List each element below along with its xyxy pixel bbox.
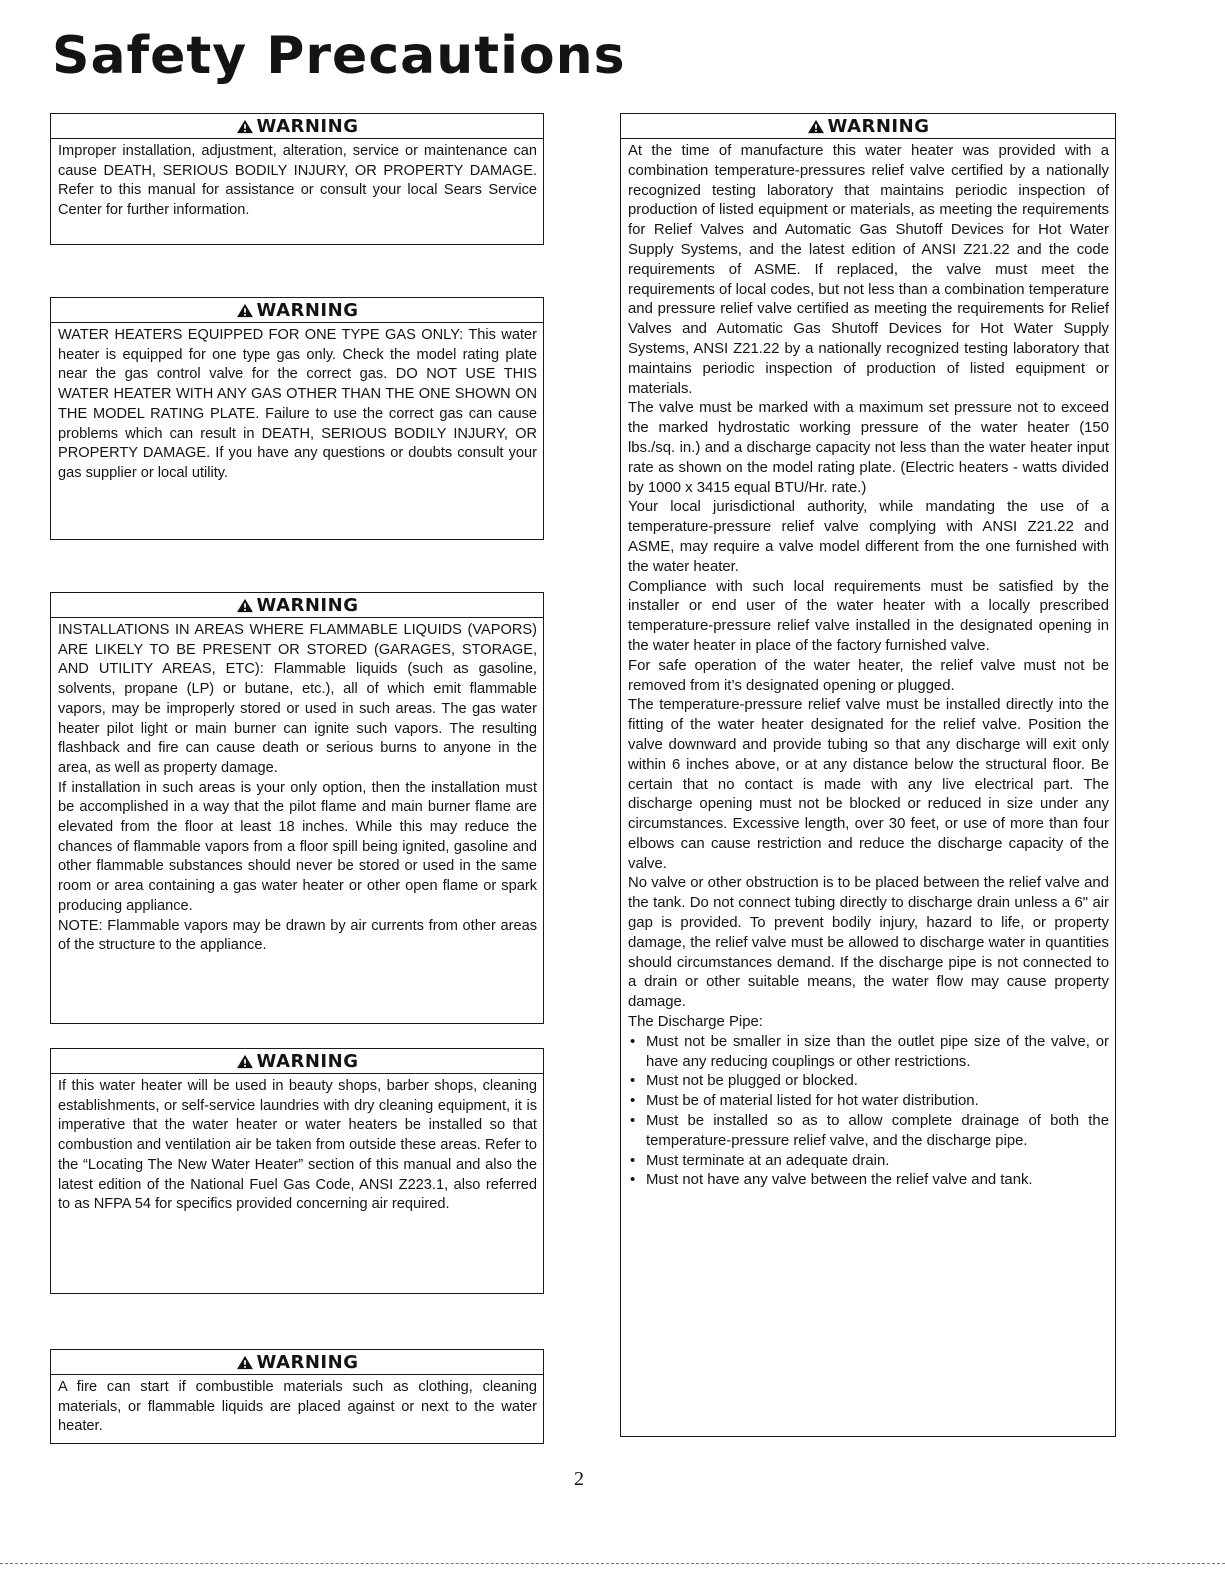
warning-box-fire bbox=[50, 1349, 544, 1444]
warning-label: WARNING bbox=[256, 594, 359, 616]
warning-label: WARNING bbox=[256, 115, 359, 137]
paragraph: No valve or other obstruction is to be placed between the relief valve and the tank. Do not connect tubing directly to discharge drain unless a 6" air gap is provided. To prevent bodily injury, hazard to life, or property damage, the relief valve must be allowed to discharge water in quantities should circumstances demand. If the discharge pipe is not connected to a drain or other suitable means, the water flow may cause property damage. bbox=[628, 875, 1109, 1011]
paragraph: At the time of manufacture this water heater was provided with a combination temperature-pressures relief valve certified by a nationally recognized testing laboratory that maintains periodic inspection of production of listed equipment or materials, as meeting the requirements for Relief Valves and Automatic Gas Shutoff Devices for Hot Water Supply Systems, and the latest edition of ANSI Z21.22 and the code requirements of ASME. If replaced, the valve must meet the requirements of local codes, but not less than a combination temperature and pressure relief valve certified as meeting the requirements for Relief Valves and Automatic Gas Shutoff Devices for Hot Water Supply Systems, ANSI Z21.22 by a nationally recognized testing laboratory that maintains periodic inspection of production of listed equipment or materials. bbox=[628, 143, 1109, 397]
discharge-pipe-list bbox=[628, 1033, 1109, 1191]
list-item: • Must be of material listed for hot water distribution. bbox=[628, 1092, 1109, 1112]
warning-header bbox=[51, 1350, 543, 1375]
warning-header bbox=[621, 114, 1115, 139]
list-item: • Must not be smaller in size than the outlet pipe size of the valve, or have any reducing couplings or other restrictions. bbox=[628, 1033, 1109, 1073]
warning-header bbox=[51, 298, 543, 323]
warning-triangle-icon bbox=[236, 1355, 254, 1370]
warning-triangle-icon bbox=[236, 1054, 254, 1069]
discharge-pipe-heading: The Discharge Pipe: bbox=[628, 1014, 763, 1031]
warning-text: A fire can start if combustible materials such as clothing, cleaning materials, or flammable liquids are placed against or next to the water heater. bbox=[58, 1379, 537, 1435]
warning-header bbox=[51, 1049, 543, 1074]
warning-triangle-icon bbox=[807, 119, 825, 134]
warning-box-relief-valve bbox=[620, 113, 1116, 1437]
warning-text: If this water heater will be used in beauty shops, barber shops, cleaning establishments, or self-service laundries with dry cleaning equipment, it is imperative that the water heater or water heaters be installed so that combustion and ventilation air be taken from outside these areas. Refer to the “Locating The New Water Heater” section of this manual and also the latest edition of the National Fuel Gas Code, ANSI Z223.1, also referred to as NFPA 54 for specifics provided concerning air required. bbox=[58, 1078, 537, 1213]
warning-text: Improper installation, adjustment, alteration, service or maintenance can cause DEATH, SERIOUS BODILY INJURY, OR PROPERTY DAMAGE. Refer to this manual for assistance or consult your local Sears Service Center for further information. bbox=[58, 143, 537, 219]
list-item: • Must not be plugged or blocked. bbox=[628, 1072, 1109, 1092]
list-item: • Must terminate at an adequate drain. bbox=[628, 1152, 1109, 1172]
warning-header bbox=[51, 114, 543, 139]
warning-box-beauty-shops bbox=[50, 1048, 544, 1294]
paragraph: For safe operation of the water heater, the relief valve must not be removed from it’s designated opening or plugged. bbox=[628, 657, 1109, 694]
warning-text: INSTALLATIONS IN AREAS WHERE FLAMMABLE LIQUIDS (VAPORS) ARE LIKELY TO BE PRESENT OR STORED (GARAGES, STORAGE, AND UTILITY AREAS, ETC): Flammable liquids (such as gasoline, solvents, propane (LP) or butane, etc.), all of which emit flammable vapors, may be improperly stored or used in such areas. The gas water heater pilot light or main burner can ignite such vapors. The resulting flashback and fire can cause death or serious burns to anyone in the area, as well as property damage. If installation in such areas is your only option, then the installation must be accomplished in a way that the pilot flame and main burner flame are elevated from the floor at least 18 inches. While this may reduce the chances of flammable vapors from a floor spill being ignited, gasoline and other flammable substances should never be stored or used in the same room or area containing a gas water heater or other open flame or spark producing appliance. NOTE: Flammable vapors may be drawn by air currents from other areas of the structure to the appliance. bbox=[58, 622, 537, 954]
paragraph: The temperature-pressure relief valve must be installed directly into the fitting of the water heater designated for the relief valve. Position the valve downward and provide tubing so that any discharge will exit only within 6 inches above, or at any distance below the structural floor. Be certain that no contact is made with any live electrical part. The discharge opening must not be blocked or reduced in size under any circumstances. Excessive length, over 30 feet, or use of more than four elbows can cause restriction and reduce the discharge capacity of the valve. bbox=[628, 697, 1109, 872]
warning-triangle-icon bbox=[236, 119, 254, 134]
paragraph: The valve must be marked with a maximum set pressure not to exceed the marked hydrostatic working pressure of the water heater (150 lbs./sq. in.) and a discharge capacity not less than the water heater input rate as shown on the model rating plate. (Electric heaters - watts divided by 1000 x 3415 equal BTU/Hr. rate.) bbox=[628, 400, 1109, 496]
warning-label: WARNING bbox=[256, 1351, 359, 1373]
warning-label: WARNING bbox=[256, 299, 359, 321]
page-number: 2 bbox=[574, 1468, 584, 1490]
warning-triangle-icon bbox=[236, 598, 254, 613]
warning-label: WARNING bbox=[256, 1050, 359, 1072]
warning-box-gas-type bbox=[50, 297, 544, 540]
paragraph: Your local jurisdictional authority, while mandating the use of a temperature-pressure relief valve complying with ANSI Z21.22 and ASME, may require a valve model different from the one furnished with the water heater. bbox=[628, 499, 1109, 575]
page-title: Safety Precautions bbox=[52, 26, 626, 86]
warning-label: WARNING bbox=[827, 115, 930, 137]
warning-text: WATER HEATERS EQUIPPED FOR ONE TYPE GAS ONLY: This water heater is equipped for one type gas only. Check the model rating plate near the gas control valve for the correct gas. DO NOT USE THIS WATER HEATER WITH ANY GAS OTHER THAN THE ONE SHOWN ON THE MODEL RATING PLATE. Failure to use the correct gas can cause problems which can result in DEATH, SERIOUS BODILY INJURY, OR PROPERTY DAMAGE. If you have any questions or doubts consult your gas supplier or local utility. bbox=[58, 327, 537, 481]
warning-triangle-icon bbox=[236, 303, 254, 318]
page-edge-rule bbox=[0, 1563, 1225, 1564]
warning-box-improper-installation bbox=[50, 113, 544, 245]
list-item: • Must not have any valve between the relief valve and tank. bbox=[628, 1171, 1109, 1191]
warning-box-flammable-liquids bbox=[50, 592, 544, 1024]
warning-header bbox=[51, 593, 543, 618]
list-item: • Must be installed so as to allow complete drainage of both the temperature-pressure relief valve, and the discharge pipe. bbox=[628, 1112, 1109, 1152]
paragraph: Compliance with such local requirements must be satisfied by the installer or end user of the water heater with a locally prescribed temperature-pressure relief valve installed in the designated opening in the water heater in place of the factory furnished valve. bbox=[628, 578, 1109, 654]
